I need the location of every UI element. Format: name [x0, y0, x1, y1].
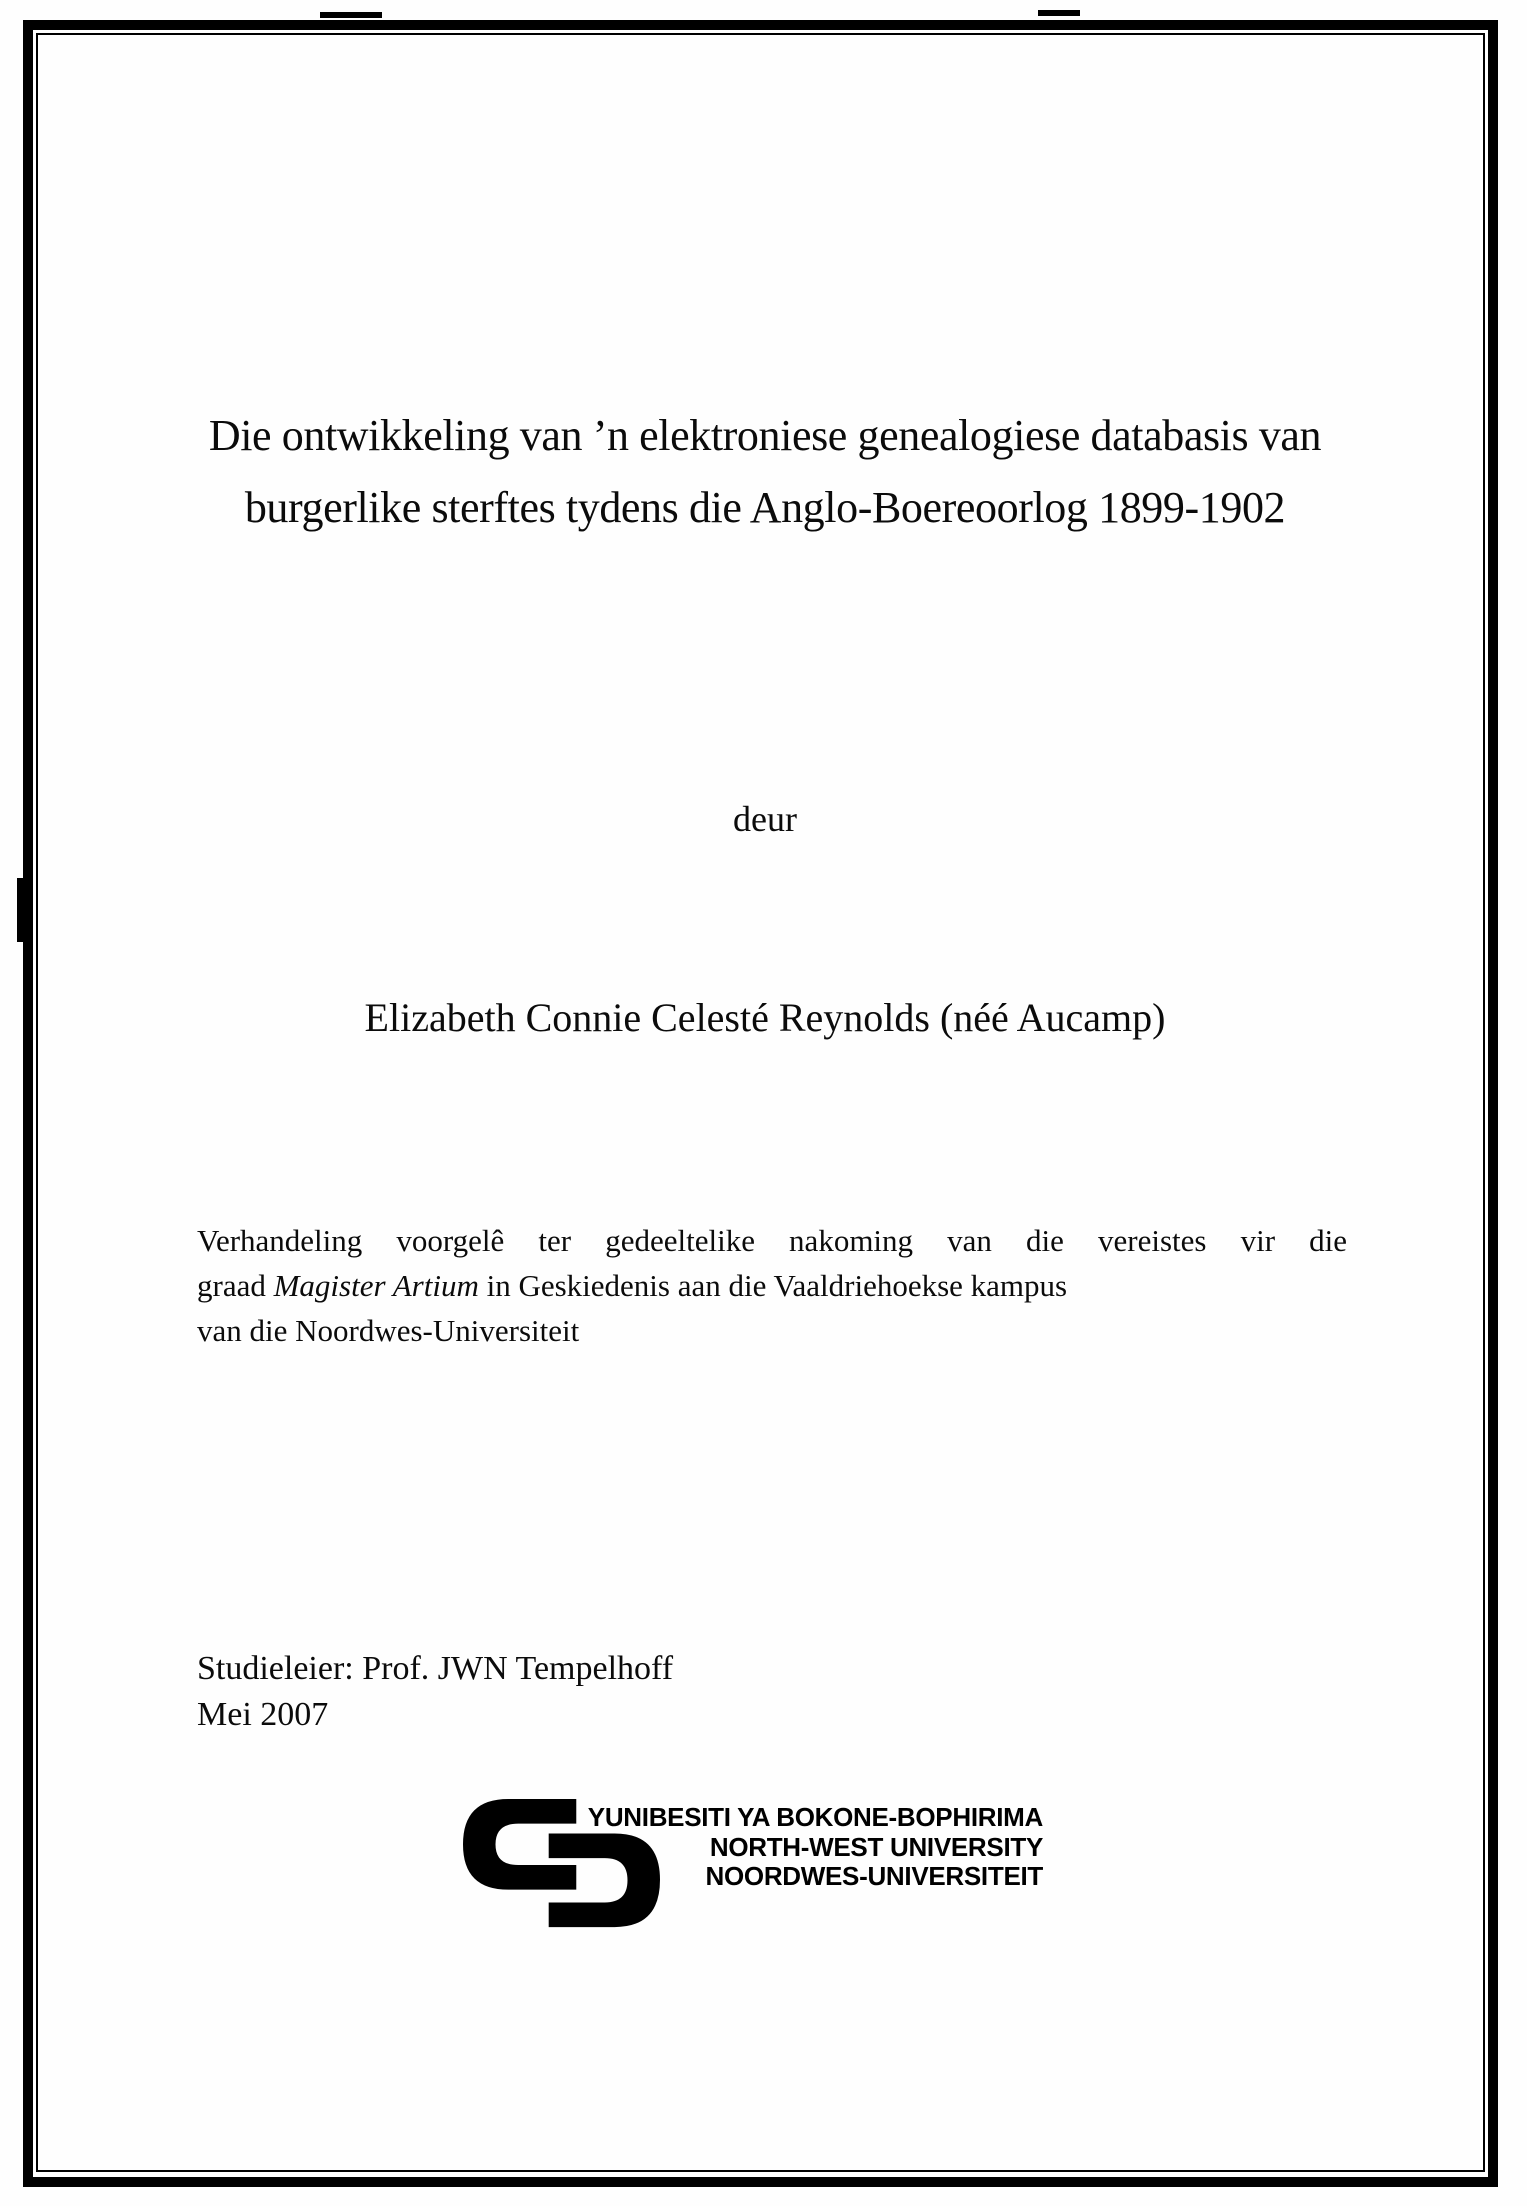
scan-artifact — [1038, 10, 1080, 16]
author-name: Elizabeth Connie Celesté Reynolds (néé Aucamp) — [364, 995, 1166, 1040]
supervisor-line: Studieleier: Prof. JWN Tempelhoff — [197, 1650, 674, 1687]
date-line: Mei 2007 — [197, 1696, 329, 1733]
thesis-title-line-2: burgerlike sterftes tydens die Anglo-Boereoorlog 1899-1902 — [244, 483, 1286, 532]
logo-wordmark — [583, 1803, 1043, 1892]
degree-statement-line-3: van die Noordwes-Universiteit — [197, 1313, 580, 1348]
degree-statement-line-2 — [197, 1263, 1347, 1308]
thesis-title — [190, 400, 1340, 544]
footer-block — [197, 1646, 1347, 1738]
logo-line-setswana: YUNIBESITI YA BOKONE-BOPHIRIMA — [587, 1802, 1043, 1832]
degree-name-italic: Magister Artium — [273, 1268, 479, 1303]
logo-line-afrikaans: NOORDWES-UNIVERSITEIT — [705, 1861, 1043, 1891]
thesis-title-line-1: Die ontwikkeling van ’n elektroniese genealogiese databasis van — [208, 411, 1322, 460]
scan-artifact — [320, 12, 382, 18]
logo-line-english: NORTH-WEST UNIVERSITY — [709, 1831, 1043, 1862]
degree-statement — [197, 1218, 1347, 1353]
degree-statement-line-2-prefix: graad — [197, 1268, 274, 1303]
degree-statement-line-1: Verhandeling voorgelê ter gedeeltelike nakoming van die vereistes vir die — [197, 1223, 1347, 1258]
scan-artifact — [17, 878, 25, 942]
degree-statement-line-2-suffix: in Geskiedenis aan die Vaaldriehoekse kampus — [478, 1268, 1068, 1303]
university-logo — [463, 1799, 1063, 1959]
byline-label: deur — [733, 799, 797, 839]
